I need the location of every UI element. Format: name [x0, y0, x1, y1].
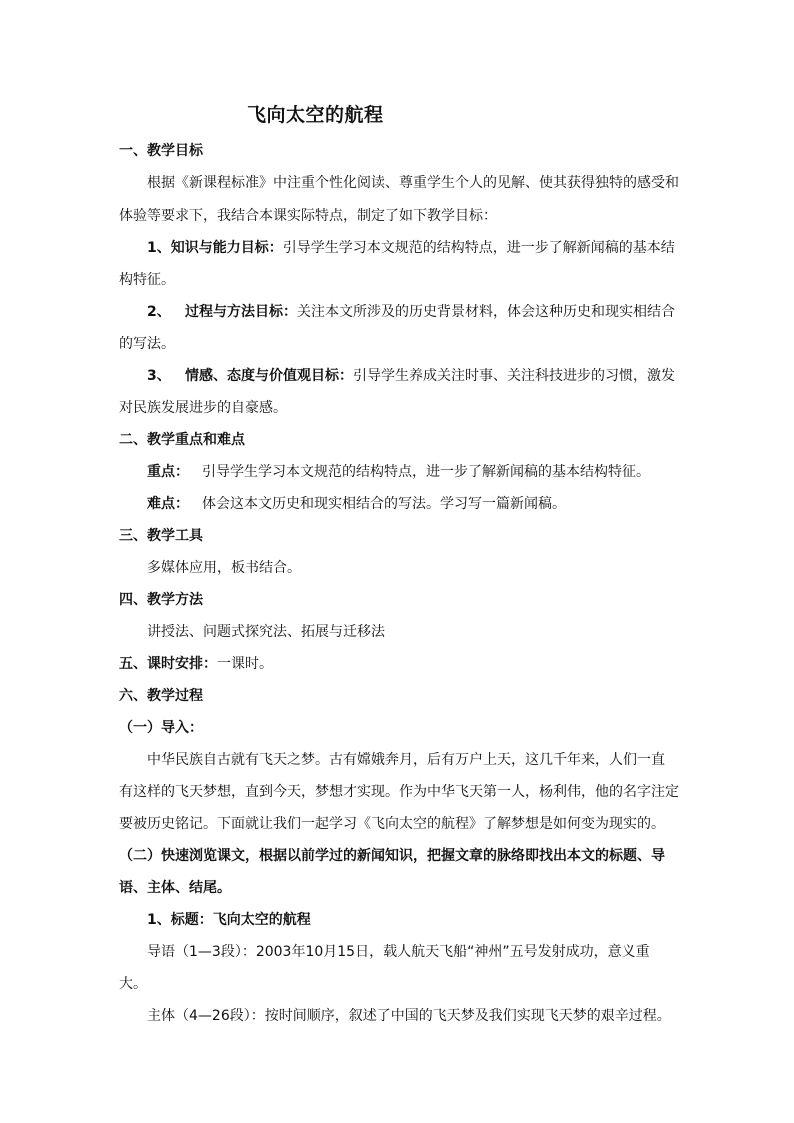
goal-3-label: 情感、态度与价值观目标：	[185, 368, 353, 384]
section-heading-objectives: 一、教学目标	[119, 143, 203, 159]
lead-item-line2: 大。	[119, 976, 147, 992]
key-point-line	[147, 462, 650, 482]
goal-3-line2: 对民族发展进步的自豪感。	[119, 400, 287, 416]
goal-2-text: 关注本文所涉及的历史背景材料，体会这种历史和现实相结合	[297, 304, 675, 320]
difficulty-text: 体会这本文历史和现实相结合的写法。学习写一篇新闻稿。	[202, 496, 566, 512]
difficulty-label: 难点：	[147, 496, 189, 512]
objectives-intro-line2: 体验等要求下，我结合本课实际特点，制定了如下教学目标：	[119, 208, 497, 224]
section-heading-methods: 四、教学方法	[119, 592, 203, 608]
key-point-text: 引导学生学习本文规范的结构特点，进一步了解新闻稿的基本结构特征。	[202, 464, 650, 480]
goal-3-text: 引导学生养成关注时事、关注科技进步的习惯，激发	[353, 368, 675, 384]
intro-subheading: （一）导入：	[119, 720, 203, 736]
schedule-text: 一课时。	[217, 656, 273, 672]
goal-2-line1	[147, 302, 675, 322]
section-heading-schedule: 五、课时安排：	[119, 656, 217, 672]
difficulty-line	[147, 494, 566, 514]
intro-paragraph-line2: 有这样的飞天梦想，直到今天，梦想才实现。作为中华飞天第一人，杨利伟，他的名字注定	[119, 784, 679, 800]
goal-2-line2: 的写法。	[119, 336, 175, 352]
goal-1-line1	[147, 238, 675, 258]
lead-item-line1: 导语（1—3段）：2003年10月15日，载人航天飞船“神州”五号发射成功，意义重	[147, 944, 650, 960]
goal-2-label: 过程与方法目标：	[185, 304, 297, 320]
document-title: 飞向太空的航程	[247, 104, 384, 126]
key-point-label: 重点：	[147, 464, 189, 480]
methods-text: 讲授法、问题式探究法、拓展与迁移法	[147, 624, 385, 640]
goal-1-text: 引导学生学习本文规范的结构特点，进一步了解新闻稿的基本结	[282, 240, 675, 256]
section-heading-tools: 三、教学工具	[119, 528, 203, 544]
body-item-line1: 主体（4—26段）：按时间顺序，叙述了中国的飞天梦及我们实现飞天梦的艰辛过程。	[147, 1008, 671, 1024]
goal-2-number: 2、	[147, 304, 171, 320]
section-heading-key-points: 二、教学重点和难点	[119, 432, 245, 448]
objectives-intro-line1: 根据《新课程标准》中注重个性化阅读、尊重学生个人的见解、使其获得独特的感受和	[147, 175, 679, 191]
intro-paragraph-line3: 要被历史铭记。下面就让我们一起学习《飞向太空的航程》了解梦想是如何变为现实的。	[119, 816, 665, 832]
goal-1-label: 1、知识与能力目标：	[147, 240, 283, 256]
intro-paragraph-line1: 中华民族自古就有飞天之梦。古有嫦娥奔月，后有万户上天，这几千年来，人们一直	[147, 752, 665, 768]
goal-1-line2: 构特征。	[119, 272, 175, 288]
goal-3-number: 3、	[147, 368, 171, 384]
schedule-line	[119, 654, 273, 674]
skim-task-line1: （二）快速浏览课文，根据以前学过的新闻知识，把握文章的脉络即找出本文的标题、导	[119, 848, 665, 864]
skim-task-line2: 语、主体、结尾。	[119, 880, 231, 896]
tools-text: 多媒体应用，板书结合。	[147, 560, 301, 576]
section-heading-process: 六、教学过程	[119, 688, 203, 704]
goal-3-line1	[147, 366, 675, 386]
title-item: 1、标题：飞向太空的航程	[147, 912, 311, 928]
